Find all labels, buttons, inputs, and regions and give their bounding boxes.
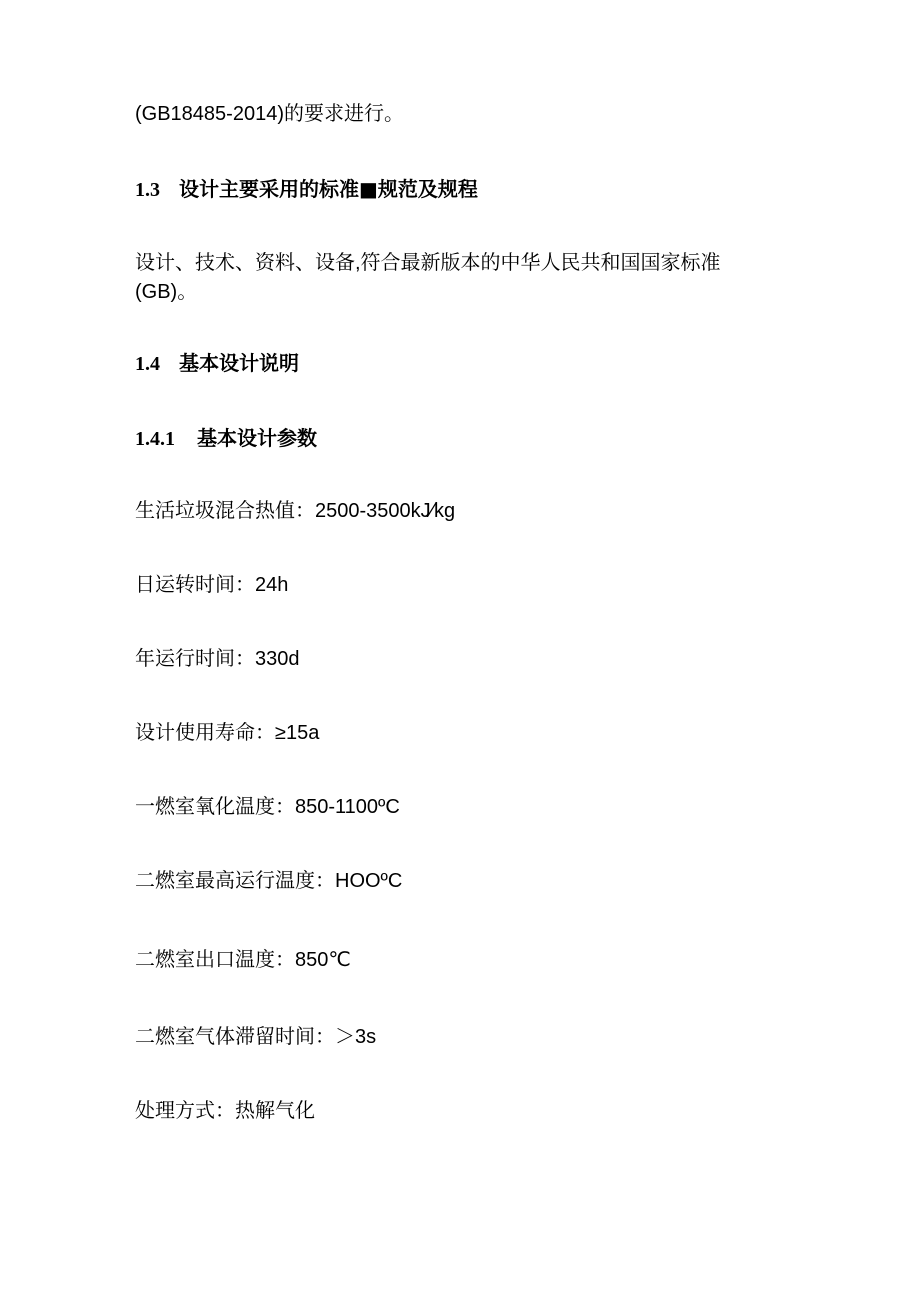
section-title: 基本设计说明 — [179, 351, 299, 375]
section-number: 1.3 — [135, 179, 160, 201]
parameter-item: 设计使用寿命：≥15a — [135, 722, 320, 744]
parameter-item: 一燃室氧化温度：850-1100ºC — [135, 796, 400, 818]
parameter-item: 处理方式：热解气化 — [135, 1100, 315, 1122]
section-heading-1-4-1 — [135, 426, 317, 451]
section-title: 设计主要采用的标准■规范及规程 — [179, 177, 478, 201]
section-title: 基本设计参数 — [197, 426, 317, 450]
parameter-item: 年运行时间：330d — [135, 648, 300, 670]
section-number: 1.4.1 — [135, 428, 175, 450]
section-heading-1-3 — [135, 177, 478, 202]
parameter-item: 日运转时间：24h — [135, 574, 289, 596]
section-number: 1.4 — [135, 353, 160, 375]
section-heading-1-4 — [135, 351, 299, 376]
intro-text: (GB18485-2014)的要求进行。 — [135, 103, 404, 125]
parameter-item: 二燃室出口温度：850℃ — [135, 949, 351, 971]
paragraph-line: (GB)。 — [135, 281, 198, 303]
parameter-item: 生活垃圾混合热值：2500-3500kJ⁄kg — [135, 500, 456, 522]
parameter-item: 二燃室最高运行温度：HOOºC — [135, 870, 403, 892]
paragraph-line: 设计、技术、资料、设备,符合最新版本的中华人民共和国国家标准 — [135, 252, 721, 274]
parameter-item: 二燃室气体滞留时间：＞3s — [135, 1026, 377, 1048]
